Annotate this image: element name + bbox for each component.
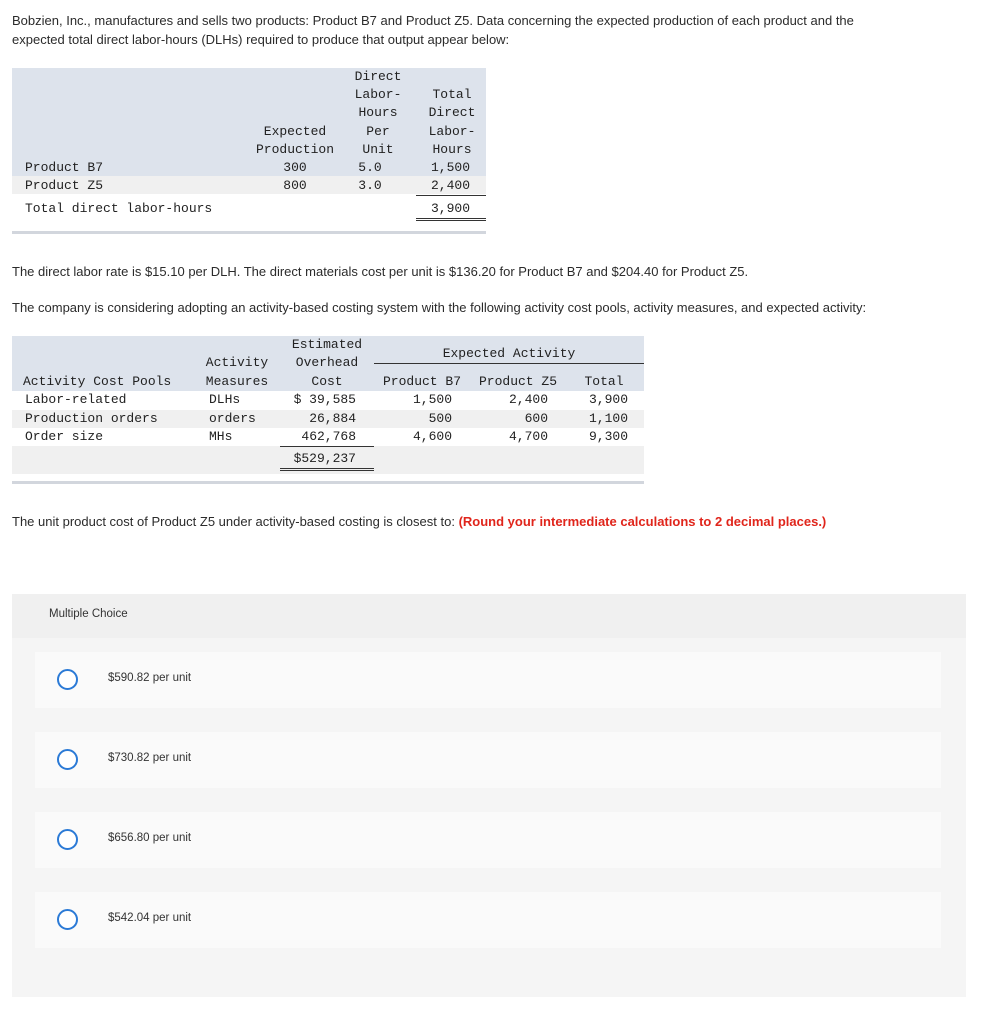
header-pools: Activity Cost Pools bbox=[23, 374, 172, 389]
choice-label: $656.80 per unit bbox=[108, 832, 192, 844]
measure-label: orders bbox=[209, 411, 256, 426]
activity-table bbox=[12, 336, 644, 484]
table-divider bbox=[12, 231, 486, 234]
radio-button-icon[interactable] bbox=[57, 909, 78, 930]
b7-value: 4,600 bbox=[412, 429, 452, 444]
row-production: 300 bbox=[283, 160, 307, 175]
row-per-unit: 5.0 bbox=[358, 160, 382, 175]
cost-value: 26,884 bbox=[309, 411, 356, 426]
header-product-b7: Product B7 bbox=[382, 374, 461, 389]
total-value: 3,900 bbox=[588, 392, 628, 407]
cost-value: $ 39,585 bbox=[293, 392, 356, 407]
header-expected-production-2: Production bbox=[255, 142, 334, 157]
intro-line-2: expected total direct labor-hours (DLHs) required to produce that output appear below: bbox=[12, 32, 510, 47]
header-dlh-per-unit-2: Labor- bbox=[354, 87, 402, 102]
pool-label: Production orders bbox=[25, 411, 158, 426]
multiple-choice-header bbox=[12, 594, 966, 638]
multiple-choice-label: Multiple Choice bbox=[49, 608, 128, 620]
z5-value: 4,700 bbox=[508, 429, 548, 444]
radio-button-icon[interactable] bbox=[57, 829, 78, 850]
radio-button-icon[interactable] bbox=[57, 669, 78, 690]
header-total-dlh-3: Labor- bbox=[428, 124, 476, 139]
header-expected-activity: Expected Activity bbox=[374, 345, 644, 364]
choice-option[interactable] bbox=[35, 652, 941, 708]
row-total: 1,500 bbox=[430, 160, 470, 175]
table-divider bbox=[12, 481, 644, 484]
choice-option[interactable] bbox=[35, 812, 941, 868]
abc-paragraph: The company is considering adopting an activity-based costing system with the following activity cost pools, activity measures, and expected activity: bbox=[12, 300, 867, 315]
row-per-unit: 3.0 bbox=[358, 178, 382, 193]
header-dlh-per-unit-1: Direct bbox=[354, 69, 402, 84]
z5-value: 2,400 bbox=[508, 392, 548, 407]
row-label: Product Z5 bbox=[25, 178, 104, 193]
header-total-dlh-1: Total bbox=[432, 87, 472, 102]
choice-option[interactable] bbox=[35, 892, 941, 948]
question-stem: The unit product cost of Product Z5 under activity-based costing is closest to: bbox=[12, 514, 459, 529]
header-total-dlh-4: Hours bbox=[432, 142, 472, 157]
choice-label: $730.82 per unit bbox=[108, 752, 192, 764]
cost-value: 462,768 bbox=[280, 428, 374, 447]
radio-button-icon[interactable] bbox=[57, 749, 78, 770]
total-value: 9,300 bbox=[588, 429, 628, 444]
header-product-z5: Product Z5 bbox=[478, 374, 557, 389]
b7-value: 500 bbox=[428, 411, 452, 426]
header-cost-1: Estimated bbox=[291, 337, 363, 352]
header-cost-2: Overhead bbox=[295, 355, 359, 370]
total-row-label: Total direct labor-hours bbox=[25, 201, 213, 216]
row-label: Product B7 bbox=[25, 160, 104, 175]
header-total: Total bbox=[584, 374, 624, 389]
header-cost-3: Cost bbox=[311, 374, 343, 389]
header-measures-1: Activity bbox=[205, 355, 269, 370]
multiple-choice-panel bbox=[12, 594, 966, 997]
question-instruction: (Round your intermediate calculations to 2 decimal places.) bbox=[458, 514, 827, 529]
pool-label: Labor-related bbox=[25, 392, 127, 407]
pool-label: Order size bbox=[25, 429, 104, 444]
row-production: 800 bbox=[283, 178, 307, 193]
choice-option[interactable] bbox=[35, 732, 941, 788]
total-row-value: 3,900 bbox=[416, 200, 486, 221]
total-cost-value: $529,237 bbox=[280, 450, 374, 471]
question-text bbox=[12, 512, 972, 531]
total-value: 1,100 bbox=[588, 411, 628, 426]
measure-label: DLHs bbox=[209, 392, 241, 407]
b7-value: 1,500 bbox=[412, 392, 452, 407]
header-dlh-per-unit-4: Per bbox=[366, 124, 390, 139]
measure-label: MHs bbox=[209, 429, 233, 444]
row-total: 2,400 bbox=[416, 177, 486, 196]
rate-paragraph: The direct labor rate is $15.10 per DLH. The direct materials cost per unit is $136.20 for Product B7 and $204.40 for Product Z5. bbox=[12, 264, 749, 279]
choice-label: $542.04 per unit bbox=[108, 912, 192, 924]
header-total-dlh-2: Direct bbox=[428, 105, 476, 120]
header-dlh-per-unit-5: Unit bbox=[362, 142, 394, 157]
production-table bbox=[12, 68, 486, 231]
choice-label: $590.82 per unit bbox=[108, 672, 192, 684]
intro-line-1: Bobzien, Inc., manufactures and sells two products: Product B7 and Product Z5. Data concerning the expected production of each product and the bbox=[12, 13, 854, 28]
header-dlh-per-unit-3: Hours bbox=[358, 105, 398, 120]
z5-value: 600 bbox=[524, 411, 548, 426]
header-measures-2: Measures bbox=[205, 374, 269, 389]
header-expected-production-1: Expected bbox=[263, 124, 327, 139]
intro-paragraph bbox=[12, 11, 972, 49]
